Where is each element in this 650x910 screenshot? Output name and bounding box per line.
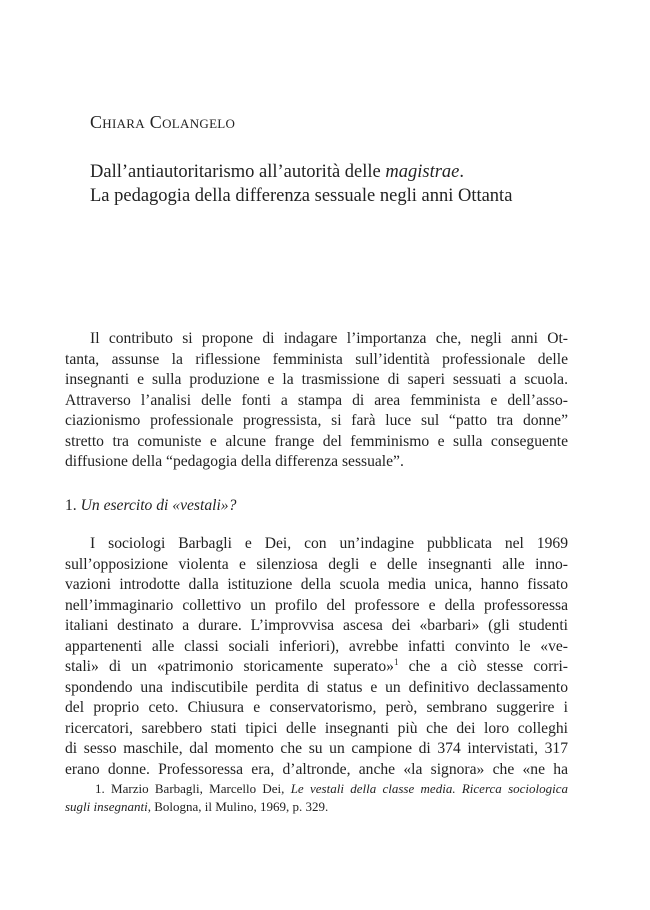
title-line-1-text: Dall’antiautoritarismo all’autorità delle: [90, 162, 386, 182]
title-line-1-period: .: [459, 162, 465, 182]
abstract-line: stretto tra comuniste e alcune frange del femminismo e sulla conseguente: [65, 432, 568, 450]
footnote-book-title-cont: sugli insegnanti: [65, 799, 148, 814]
body-text: [65, 534, 568, 780]
abstract-line: Il contributo si propone di indagare l’importanza che, negli anni Ot-: [90, 330, 568, 347]
section-title: Un esercito di «vestali»?: [80, 497, 237, 514]
body-line: ricercatori, sarebbero stati tipici delle insegnanti più che dei loro colleghi: [65, 719, 568, 737]
abstract-line: Attraverso l’analisi delle fonti a stampa di area femminista e dell’asso-: [65, 391, 568, 409]
abstract-line: insegnanti e sulla produzione e la trasmissione di saperi sessuati a scuola.: [65, 371, 568, 388]
author-name: Chiara Colangelo: [90, 112, 236, 132]
title-line-2: La pedagogia della differenza sessuale negli anni Ottanta: [90, 186, 513, 206]
body-line: erano donne. Professoressa era, d’altronde, anche «la signora» che «ne ha: [65, 760, 568, 778]
footnote-publication: , Bologna, il Mulino, 1969, p. 329.: [147, 799, 329, 814]
body-line-with-footnote-ref: [65, 657, 568, 678]
body-line: italiani destinato a durare. L’improvvisa ascesa dei «barbari» (gli studenti: [65, 617, 568, 634]
abstract-line: tanta, assunse la riflessione femminista sull’identità professionale delle: [65, 350, 568, 368]
footnote-authors: Marzio Barbagli, Marcello Dei,: [111, 781, 291, 796]
footnote-reference[interactable]: 1: [393, 657, 399, 667]
footnote-line: [65, 780, 568, 798]
body-line-text: stali» di un «patrimonio storicamente superato»: [65, 658, 394, 675]
footnote: [65, 780, 568, 816]
title-italic-word: magistrae: [385, 162, 460, 182]
section-heading: [65, 496, 236, 517]
footnote-book-title: Le vestali della classe media. Ricerca sociologica: [290, 781, 569, 796]
title-line-1: [90, 160, 590, 184]
section-number: 1.: [65, 497, 77, 514]
body-line: appartenenti alle classi sociali inferiori), avrebbe infatti convinto le «ve-: [65, 637, 568, 655]
body-line-text-continued: che a ciò stesse corri-: [398, 658, 568, 675]
footnote-line: [65, 798, 568, 816]
body-line: nell’immaginario collettivo un profilo del professore e della professoressa: [65, 596, 568, 614]
article-title: [90, 160, 590, 208]
body-line: spondendo una indiscutibile perdita di status e un definitivo declassamento: [65, 678, 568, 696]
abstract-line: ciazionismo professionale progressista, si farà luce sul “patto tra donne”: [65, 412, 568, 429]
body-line: del proprio ceto. Chiusura e conservatorismo, però, sembrano suggerire i: [65, 699, 568, 716]
abstract: [65, 329, 568, 473]
footnote-number: 1.: [95, 781, 105, 796]
body-line: sull’opposizione violenta e silenziosa degli e delle insegnanti alle inno-: [65, 555, 568, 573]
body-line: I sociologi Barbagli e Dei, con un’indagine pubblicata nel 1969: [90, 535, 568, 552]
body-line: vazioni introdotte dalla istituzione della scuola media unica, hanno fissato: [65, 576, 568, 593]
body-line: di sesso maschile, dal momento che su un campione di 374 intervistati, 317: [65, 740, 568, 757]
abstract-line: diffusione della “pedagogia della differenza sessuale”.: [65, 453, 404, 470]
